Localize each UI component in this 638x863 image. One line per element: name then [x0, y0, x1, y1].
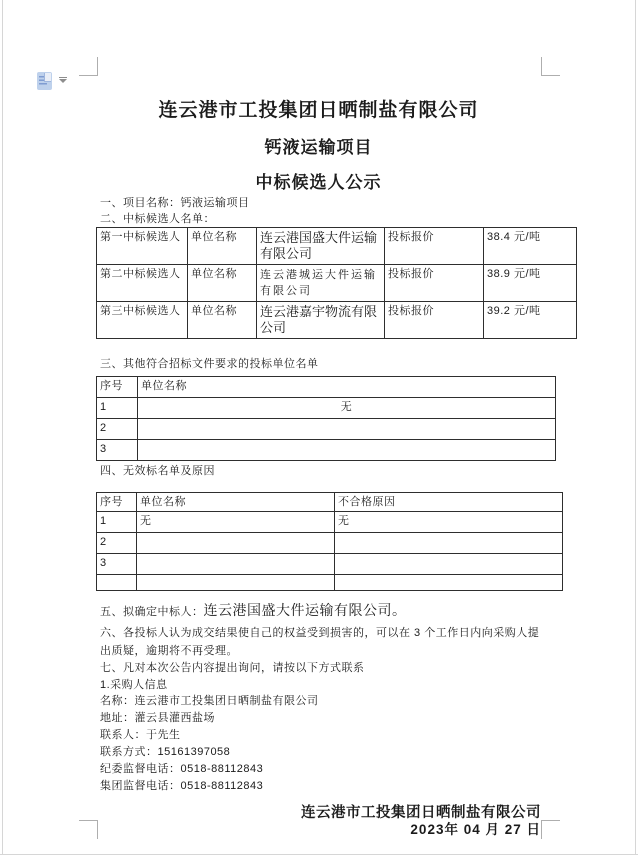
no-cell: 3: [97, 554, 137, 575]
reason-cell: [335, 554, 563, 575]
reason-cell: [335, 533, 563, 554]
contact-discipline-phone: 纪委监督电话：0518-88112843: [100, 763, 264, 775]
crop-mark-bottom-right: [541, 820, 560, 839]
section-2-candidate-list-heading: 二、中标候选人名单：: [100, 213, 215, 225]
table-row: [97, 419, 556, 440]
table-row: [97, 512, 563, 533]
table-row: [97, 228, 577, 265]
signature-date: 2023年 04 月 27 日: [410, 822, 541, 837]
section-3-heading: 三、其他符合招标文件要求的投标单位名单: [100, 358, 319, 370]
doc-title-project: 钙液运输项目: [264, 138, 373, 157]
company-cell: 连云港城运大件运输有限公司: [257, 265, 385, 302]
page-edge-left: [2, 0, 3, 855]
price-cell: 39.2 元/吨: [484, 302, 577, 339]
signature-block: [96, 805, 541, 838]
name-cell: [137, 554, 335, 575]
price-label-cell: 投标报价: [385, 302, 484, 339]
chevron-down-icon[interactable]: [59, 79, 67, 83]
doc-title-announcement: 中标候选人公示: [255, 173, 382, 192]
section-6-objection-notice: 六、各投标人认为成交结果使自己的权益受到损害的，可以在 3 个工作日内向采购人提出质疑，逾期将不再受理。: [100, 627, 540, 657]
no-cell: 1: [97, 512, 137, 533]
document-body: [96, 90, 541, 838]
buyer-info-heading: 1.采购人信息: [100, 679, 168, 691]
name-cell: [138, 419, 556, 440]
rank-cell: 第一中标候选人: [97, 228, 188, 265]
unit-label-cell: 单位名称: [188, 265, 257, 302]
section-1-project-name: 一、项目名称：钙液运输项目: [100, 197, 250, 209]
name-cell: 无: [137, 512, 335, 533]
contact-phone: 联系方式：15161397058: [100, 746, 231, 758]
company-cell: 连云港国盛大件运输有限公司: [257, 228, 385, 265]
no-cell: 1: [97, 398, 138, 419]
paste-options-button[interactable]: [35, 70, 69, 92]
table-row: [97, 554, 563, 575]
rank-cell: 第二中标候选人: [97, 265, 188, 302]
section-7-contact-heading: 七、凡对本次公告内容提出询问，请按以下方式联系: [100, 662, 365, 674]
contact-name: 名称：连云港市工投集团日晒制盐有限公司: [100, 695, 319, 707]
reason-cell: [335, 575, 563, 591]
company-cell: 连云港嘉宇物流有限公司: [257, 302, 385, 339]
page-edge-right: [635, 0, 636, 855]
section-5-winner: [100, 598, 541, 624]
name-cell: [137, 575, 335, 591]
section-5-prefix: 五、拟确定中标人：: [100, 606, 204, 618]
unit-label-cell: 单位名称: [188, 228, 257, 265]
header-name: 单位名称: [137, 493, 335, 512]
rank-cell: 第三中标候选人: [97, 302, 188, 339]
paste-options-icon[interactable]: [37, 72, 52, 90]
header-no: 序号: [97, 377, 138, 398]
candidates-table: [96, 227, 577, 339]
page-edge-bottom: [0, 854, 638, 855]
contact-address: 地址：灌云县灌西盐场: [100, 712, 215, 724]
unit-label-cell: 单位名称: [188, 302, 257, 339]
table-row: [97, 533, 563, 554]
no-cell: 3: [97, 440, 138, 461]
other-bidders-table: [96, 376, 556, 461]
price-label-cell: 投标报价: [385, 265, 484, 302]
price-cell: 38.9 元/吨: [484, 265, 577, 302]
contact-group-phone: 集团监督电话：0518-88112843: [100, 780, 264, 792]
table-row: [97, 302, 577, 339]
signature-company: 连云港市工投集团日晒制盐有限公司: [301, 805, 541, 821]
table-row: [97, 265, 577, 302]
section-4-heading: 四、无效标名单及原因: [100, 465, 215, 477]
table-header-row: [97, 377, 556, 398]
name-cell: 无: [138, 398, 556, 419]
table-row: [97, 398, 556, 419]
table-row: [97, 440, 556, 461]
no-cell: [97, 575, 137, 591]
table-header-row: [97, 493, 563, 512]
header-name: 单位名称: [138, 377, 556, 398]
name-cell: [137, 533, 335, 554]
reason-cell: 无: [335, 512, 563, 533]
name-cell: [138, 440, 556, 461]
no-cell: 2: [97, 533, 137, 554]
price-cell: 38.4 元/吨: [484, 228, 577, 265]
price-label-cell: 投标报价: [385, 228, 484, 265]
crop-mark-top-left: [79, 57, 98, 76]
doc-title-company: 连云港市工投集团日晒制盐有限公司: [158, 100, 479, 121]
header-no: 序号: [97, 493, 137, 512]
section-5-winner-company: 连云港国盛大件运输有限公司。: [203, 602, 407, 618]
header-reason: 不合格原因: [335, 493, 563, 512]
table-row: [97, 575, 563, 591]
no-cell: 2: [97, 419, 138, 440]
contact-person: 联系人：于先生: [100, 729, 181, 741]
crop-mark-top-right: [541, 57, 560, 76]
invalid-bids-table: [96, 492, 563, 591]
